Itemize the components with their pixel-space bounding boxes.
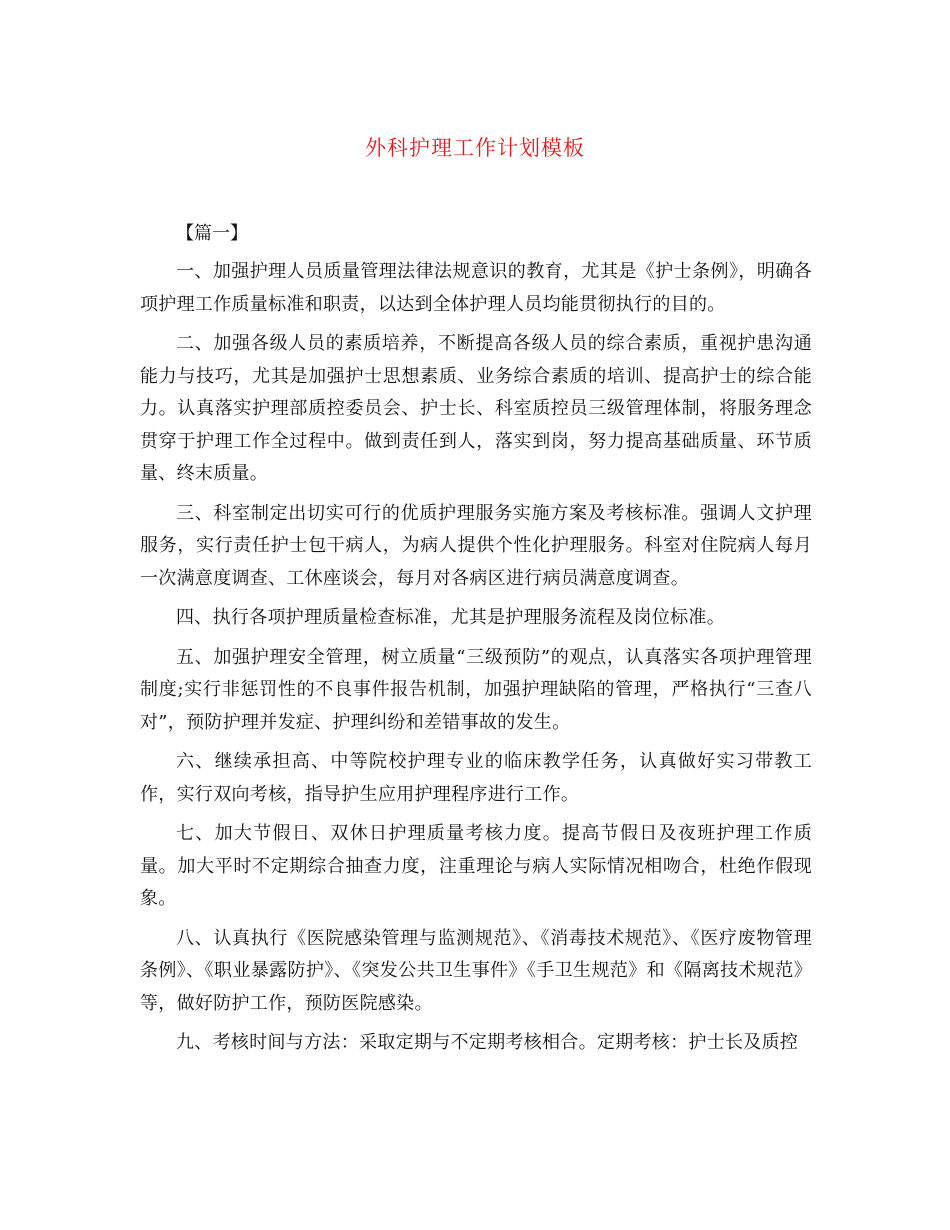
section-heading: 【篇一】 [176,223,248,244]
paragraph-6: 六、继续承担高、中等院校护理专业的临床教学任务，认真做好实习带教工作，实行双向考核，指导护生应用护理程序进行工作。 [140,751,812,805]
document-body [140,256,812,1067]
paragraph-9: 九、考核时间与方法：采取定期与不定期考核相合。定期考核：护士长及质控 [176,1032,799,1053]
paragraph-1: 一、加强护理人员质量管理法律法规意识的教育，尤其是《护士条例》，明确各项护理工作质量标准和职责，以达到全体护理人员均能贯彻执行的目的。 [140,261,812,315]
paragraph-7: 七、加大节假日、双休日护理质量考核力度。提高节假日及夜班护理工作质量。加大平时不定期综合抽查力度，注重理论与病人实际情况相吻合，杜绝作假现象。 [140,823,812,909]
paragraph-3: 三、科室制定出切实可行的优质护理服务实施方案及考核标准。强调人文护理服务，实行责任护士包干病人，为病人提供个性化护理服务。科室对住院病人每月一次满意度调查、工休座谈会，每月对各病区进行病员满意度调查。 [140,502,812,589]
paragraph-8: 八、认真执行《医院感染管理与监测规范》、《消毒技术规范》、《医疗废物管理条例》、《职业暴露防护》、《突发公共卫生事件》《手卫生规范》和《隔离技术规范》等，做好防护工作，预防医院感染。 [140,927,812,1014]
paragraph-5: 五、加强护理安全管理，树立质量“三级预防”的观点，认真落实各项护理管理制度;实行非惩罚性的不良事件报告机制，加强护理缺陷的管理，严格执行“三查八对”，预防护理并发症、护理纠纷和差错事故的发生。 [140,646,812,733]
document-title: 外科护理工作计划模板 [365,136,585,160]
paragraph-2: 二、加强各级人员的素质培养，不断提高各级人员的综合素质，重视护患沟通能力与技巧，尤其是加强护士思想素质、业务综合素质的培训、提高护士的综合能力。认真落实护理部质控委员会、护士长、科室质控员三级管理体制，将服务理念贯穿于护理工作全过程中。做到责任到人，落实到岗，努力提高基础质量、环节质量、终末质量。 [140,333,812,484]
paragraph-4: 四、执行各项护理质量检查标准，尤其是护理服务流程及岗位标准。 [176,607,725,628]
